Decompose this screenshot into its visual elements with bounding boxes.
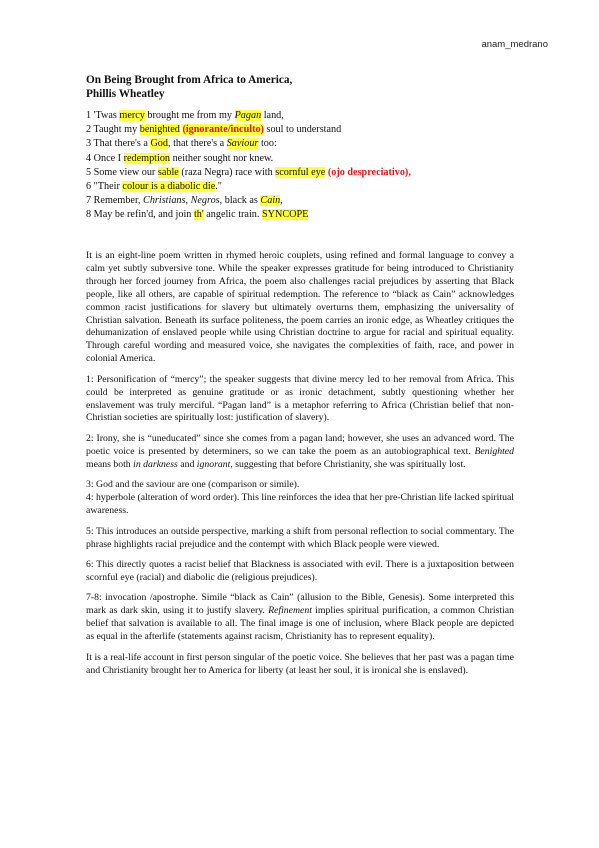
highlighted-word: Pagan [234,110,262,121]
poem-text: , [280,195,283,207]
commentary-paragraph [86,374,514,426]
paragraph-text: in darkness [133,458,178,470]
poem-text: (raza Negra) race with [178,166,276,178]
paragraph-text: 3: God and the saviour are one (comparison or simile). [86,479,300,491]
poem-line [86,194,526,208]
poem-text: Christians, Negros [143,195,220,207]
commentary-paragraph [86,492,514,518]
highlighted-word: God [150,138,168,150]
highlighted-word: redemption [123,152,171,164]
poem-text: ." [215,181,222,193]
poem-author: Phillis Wheatley [86,88,165,100]
poem-text: brought me from my [144,110,235,121]
commentary-paragraph [86,526,514,552]
paragraph-text: It is a real-life account in first person singular of the poetic voice. She believes that her past was a pagan time and Christianity brought her to America for liberty (at least her soul, it is ironical she is enslaved). [86,651,514,676]
poem-text: , that there's a [168,138,227,150]
poem-line [86,208,526,222]
paragraph-text: implies spiritual purification, a common Christian belief that salvation is available to all. The final image is one of inclusion, where Black people are depicted as equal in the afterlife (statements against racism, Christianity has to represent equality). [86,605,515,643]
poem-line [86,137,526,151]
paragraph-text: 7-8: invocation /apostrophe. Simile “black as Cain” (allusion to the Bible, Genesis). Some interpreted this mark as dark skin, using it to justify slavery. [86,592,514,617]
highlighted-word: th' [193,209,204,221]
paragraph-text: Refinement [268,605,312,617]
commentary-paragraph [86,592,514,644]
poem-text: 6 "Their [86,181,123,193]
commentary-paragraph [86,652,514,678]
highlighted-word: colour is a diabolic die [122,181,216,193]
poem-text: 8 May be refin'd, and join [86,209,194,221]
annotation-text: (ojo despreciativo), [327,166,411,178]
highlighted-word: sable [157,166,179,178]
paragraph-text: Benighted [474,445,514,457]
poem-text: 1 'Twas [86,110,120,121]
poem-title-line: On Being Brought from Africa to America, [86,74,293,86]
commentary-paragraph [86,433,514,472]
commentary-paragraph [86,479,514,492]
poem-line [86,180,526,194]
highlighted-word: SYNCOPE [261,209,309,221]
poem-text: too: [258,138,277,150]
poem-block [86,109,526,223]
highlighted-word: Cain [260,195,281,207]
poem-line [86,109,526,123]
paragraph-text: 2: Irony, she is “uneducated” since she comes from a pagan land; however, she uses an advanced word. The poetic voice is presented by determiners, so we can take the poem as an autobiographical text. [86,432,514,457]
poem-text: 3 That there's a [86,138,151,150]
commentary-paragraph [86,559,514,585]
poem-text: 7 Remember, [86,195,144,207]
poem-text: 4 Once I [86,152,124,164]
commentary-paragraph [86,250,514,366]
highlighted-word: (ignorante/inculto) [182,124,264,136]
poem-text: 5 Some view our [86,166,158,178]
highlighted-word: benighted [139,124,180,136]
paragraph-text: ignorant [196,458,231,470]
poem-title [86,73,292,101]
paragraph-text: 4: hyperbole (alteration of word order). This line reinforces the idea that her pre-Christian life lacked spiritual awareness. [86,492,514,517]
poem-line [86,166,526,180]
paragraph-text: and [177,458,197,470]
poem-text: 2 Taught my [86,124,140,136]
commentary-body [86,250,514,685]
poem-text: angelic train. [203,209,262,221]
username-header: anam_medrano [481,39,548,50]
paragraph-text: means both [86,458,134,470]
paragraph-text: 1: Personification of “mercy”; the speaker suggests that divine mercy led to her removal from Africa. This could be interpreted as genuine gratitude or as ironic detachment, subtly questioning whether her enslavement was truly merciful. “Pagan land” is a metaphor referring to Africa (Christian belief that non-Christian societies are spiritually lost: justification of slavery). [86,373,514,424]
highlighted-word: scornful eye [275,166,326,178]
poem-text: soul to understand [263,124,342,136]
poem-text: land, [261,110,284,121]
paragraph-text: , suggesting that before Christianity, she was spiritually lost. [230,458,466,470]
paragraph-text: It is an eight-line poem written in rhymed heroic couplets, using refined and formal language to convey a calm yet subtly subversive tone. While the speaker expresses gratitude for being introduced to Christianity through her forced journey from Africa, the poem also challenges racial prejudices by asserting that Black people, like all others, are capable of spiritual redemption. The reference to “black as Cain” acknowledges common racist justifications for slavery but ultimately overturns them, emphasizing the universality of Christian salvation. Beneath its surface politeness, the poem carries an ironic edge, as Wheatley critiques the dehumanization of enslaved people while using Christian doctrine to argue for racial and spiritual equality. Through careful wording and measured voice, she navigates the complexities of faith, race, and power in colonial America. [86,250,514,365]
paragraph-text: 5: This introduces an outside perspective, marking a shift from personal reflection to social commentary. The phrase highlights racial prejudice and the contempt with which Black people were viewed. [86,525,514,550]
poem-line [86,152,526,166]
poem-line [86,123,526,137]
poem-text: , black as [219,195,261,207]
poem-text: neither sought nor knew. [170,152,274,164]
paragraph-text: 6: This directly quotes a racist belief that Blackness is associated with evil. There is a juxtaposition between scornful eye (racial) and diabolic die (religious prejudices). [86,559,514,583]
highlighted-word: mercy [119,110,145,121]
highlighted-word: Saviour [226,138,259,150]
